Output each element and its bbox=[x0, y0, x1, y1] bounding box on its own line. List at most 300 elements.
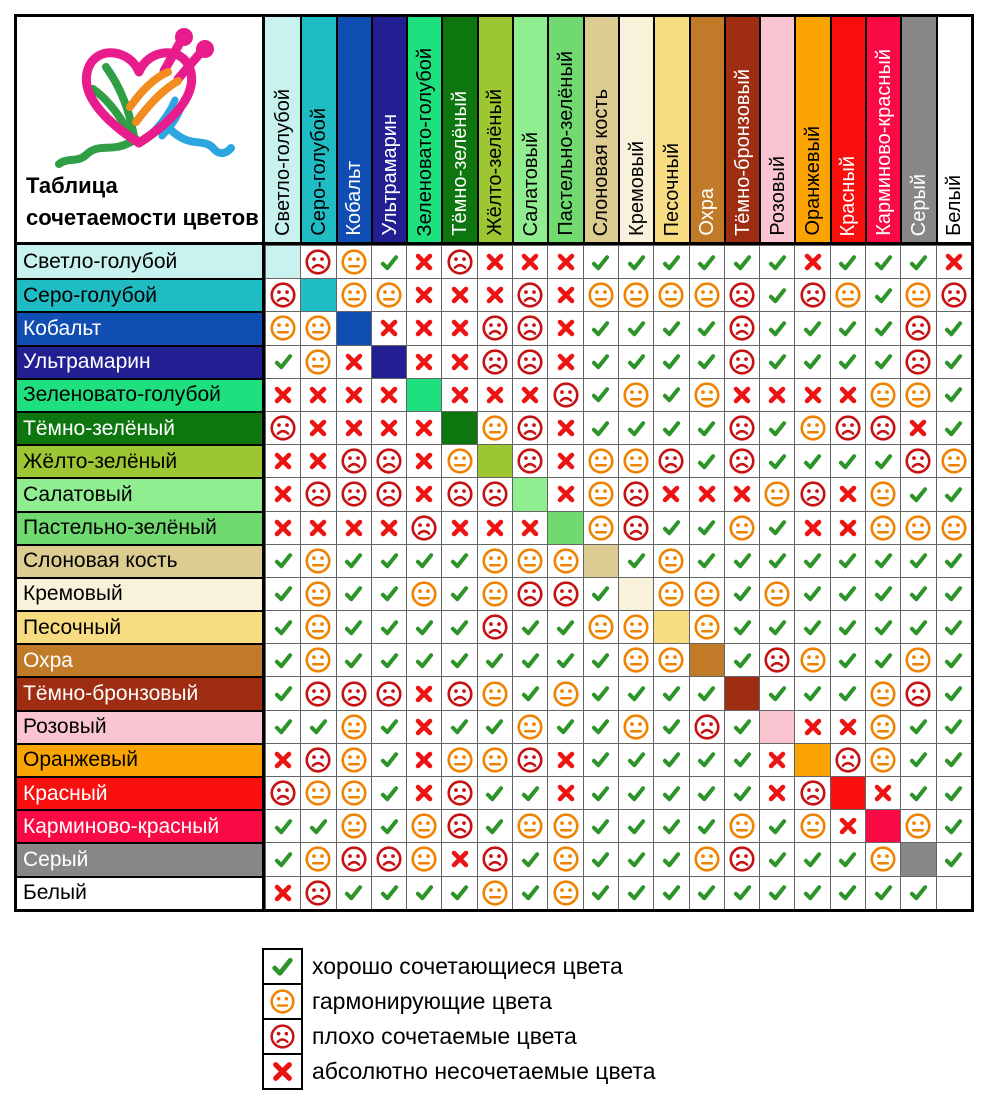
cell-r16-c15 bbox=[759, 743, 794, 776]
neutral-face-icon bbox=[658, 548, 684, 574]
cell-r9-c7 bbox=[477, 511, 512, 544]
frown-face-icon bbox=[517, 349, 543, 375]
cell-r3-c16 bbox=[794, 311, 829, 344]
cell-r3-c13 bbox=[689, 311, 724, 344]
check-icon bbox=[767, 418, 788, 439]
frown-face-icon bbox=[517, 415, 543, 441]
legend-symbol-no bbox=[262, 1053, 303, 1090]
check-icon bbox=[943, 384, 964, 405]
check-icon bbox=[767, 550, 788, 571]
cell-r19-c18 bbox=[865, 842, 900, 875]
cell-r7-c12 bbox=[653, 444, 688, 477]
cell-r1-c14 bbox=[724, 245, 759, 278]
table-title bbox=[26, 170, 259, 234]
cell-r2-c15 bbox=[759, 278, 794, 311]
col-header-label: Белый bbox=[943, 175, 966, 236]
cell-r4-c1 bbox=[265, 345, 300, 378]
cell-r6-c3 bbox=[336, 411, 371, 444]
col-header-label: Тёмно-бронзовый bbox=[731, 69, 754, 236]
cell-r6-c7 bbox=[477, 411, 512, 444]
frown-face-icon bbox=[623, 515, 649, 541]
check-icon bbox=[308, 716, 329, 737]
cell-r6-c14 bbox=[724, 411, 759, 444]
cell-r18-c16 bbox=[794, 809, 829, 842]
cell-r15-c16 bbox=[794, 710, 829, 743]
frown-face-icon bbox=[729, 282, 755, 308]
cell-r20-c19 bbox=[900, 876, 935, 909]
frown-face-icon bbox=[341, 846, 367, 872]
cell-r18-c1 bbox=[265, 809, 300, 842]
cell-r1-c12 bbox=[653, 245, 688, 278]
check-icon bbox=[343, 617, 364, 638]
cell-r19-c20 bbox=[936, 842, 971, 875]
cell-r9-c1 bbox=[265, 511, 300, 544]
cross-icon bbox=[307, 517, 329, 539]
row-header-12: Песочный bbox=[17, 610, 265, 643]
cell-r9-c2 bbox=[300, 511, 335, 544]
legend-symbol-good bbox=[262, 948, 303, 985]
frown-face-icon bbox=[800, 481, 826, 507]
cell-r2-c3 bbox=[336, 278, 371, 311]
row-header-3: Кобальт bbox=[17, 311, 265, 344]
cell-r7-c20 bbox=[936, 444, 971, 477]
neutral-face-icon bbox=[588, 448, 614, 474]
cell-r13-c9 bbox=[547, 643, 582, 676]
cell-r16-c8 bbox=[512, 743, 547, 776]
cell-r10-c7 bbox=[477, 544, 512, 577]
row-header-16: Оранжевый bbox=[17, 743, 265, 776]
cell-r16-c19 bbox=[900, 743, 935, 776]
cell-r10-c20 bbox=[936, 544, 971, 577]
cell-r4-c20 bbox=[936, 345, 971, 378]
neutral-face-icon bbox=[411, 846, 437, 872]
cell-r17-c20 bbox=[936, 776, 971, 809]
check-icon bbox=[873, 351, 894, 372]
cell-r18-c4 bbox=[371, 809, 406, 842]
check-icon bbox=[837, 351, 858, 372]
cell-r11-c2 bbox=[300, 577, 335, 610]
check-icon bbox=[273, 683, 294, 704]
col-header-label: Светло-голубой bbox=[271, 89, 294, 236]
neutral-face-icon bbox=[517, 714, 543, 740]
cell-r1-c4 bbox=[371, 245, 406, 278]
col-header-label: Кремовый bbox=[625, 141, 648, 236]
cross-icon bbox=[449, 317, 471, 339]
cell-r11-c5 bbox=[406, 577, 441, 610]
col-header-6 bbox=[441, 17, 476, 245]
check-icon bbox=[590, 816, 611, 837]
check-icon bbox=[837, 252, 858, 273]
cell-r17-c2 bbox=[300, 776, 335, 809]
cross-icon bbox=[413, 749, 435, 771]
cell-r13-c19 bbox=[900, 643, 935, 676]
cell-r3-c4 bbox=[371, 311, 406, 344]
cell-r14-c9 bbox=[547, 676, 582, 709]
cell-r1-c10 bbox=[583, 245, 618, 278]
cross-icon bbox=[307, 417, 329, 439]
cell-r10-c16 bbox=[794, 544, 829, 577]
cell-r6-c15 bbox=[759, 411, 794, 444]
check-icon bbox=[661, 252, 682, 273]
cell-r4-c9 bbox=[547, 345, 582, 378]
cell-r16-c16 bbox=[794, 743, 829, 776]
cell-r20-c2 bbox=[300, 876, 335, 909]
check-icon bbox=[696, 882, 717, 903]
cross-icon bbox=[413, 716, 435, 738]
check-icon bbox=[802, 550, 823, 571]
cell-r13-c3 bbox=[336, 643, 371, 676]
col-header-12 bbox=[653, 17, 688, 245]
cell-r1-c17 bbox=[830, 245, 865, 278]
check-icon bbox=[661, 849, 682, 870]
col-header-label: Серый bbox=[907, 173, 930, 236]
cell-r2-c17 bbox=[830, 278, 865, 311]
check-icon bbox=[626, 683, 647, 704]
cell-r12-c16 bbox=[794, 610, 829, 643]
cell-r8-c7 bbox=[477, 477, 512, 510]
cell-r13-c4 bbox=[371, 643, 406, 676]
cross-icon bbox=[378, 384, 400, 406]
neutral-face-icon bbox=[305, 315, 331, 341]
frown-face-icon bbox=[305, 880, 331, 906]
cell-r4-c8 bbox=[512, 345, 547, 378]
cell-r11-c11 bbox=[618, 577, 653, 610]
cell-r15-c11 bbox=[618, 710, 653, 743]
cell-r2-c4 bbox=[371, 278, 406, 311]
check-icon bbox=[767, 882, 788, 903]
check-icon bbox=[696, 418, 717, 439]
color-compatibility-table bbox=[14, 14, 974, 912]
check-icon bbox=[943, 849, 964, 870]
neutral-face-icon bbox=[588, 282, 614, 308]
cell-r17-c7 bbox=[477, 776, 512, 809]
row-header-11: Кремовый bbox=[17, 577, 265, 610]
cell-r17-c17 bbox=[830, 776, 865, 809]
legend-symbol-bad bbox=[262, 1018, 303, 1055]
check-icon bbox=[837, 318, 858, 339]
cell-r9-c13 bbox=[689, 511, 724, 544]
cell-r8-c19 bbox=[900, 477, 935, 510]
neutral-face-icon bbox=[658, 282, 684, 308]
cell-r10-c9 bbox=[547, 544, 582, 577]
check-icon bbox=[837, 583, 858, 604]
neutral-face-icon bbox=[341, 714, 367, 740]
cell-r6-c13 bbox=[689, 411, 724, 444]
cell-r11-c6 bbox=[441, 577, 476, 610]
cell-r6-c19 bbox=[900, 411, 935, 444]
col-header-label: Зеленовато-голубой bbox=[413, 47, 436, 236]
cross-icon bbox=[837, 517, 859, 539]
check-icon bbox=[590, 252, 611, 273]
cell-r5-c7 bbox=[477, 378, 512, 411]
cell-r5-c10 bbox=[583, 378, 618, 411]
neutral-face-icon bbox=[482, 747, 508, 773]
cell-r13-c20 bbox=[936, 643, 971, 676]
cell-r17-c4 bbox=[371, 776, 406, 809]
row-header-10: Слоновая кость bbox=[17, 544, 265, 577]
cross-icon bbox=[413, 483, 435, 505]
cross-icon bbox=[413, 317, 435, 339]
cell-r7-c1 bbox=[265, 444, 300, 477]
cell-r5-c17 bbox=[830, 378, 865, 411]
cell-r18-c7 bbox=[477, 809, 512, 842]
cell-r13-c11 bbox=[618, 643, 653, 676]
neutral-face-icon bbox=[941, 448, 967, 474]
check-icon bbox=[590, 351, 611, 372]
cell-r20-c4 bbox=[371, 876, 406, 909]
cell-r12-c8 bbox=[512, 610, 547, 643]
check-icon bbox=[273, 351, 294, 372]
neutral-face-icon bbox=[482, 681, 508, 707]
col-header-label: Карминово-красный bbox=[872, 49, 895, 236]
check-icon bbox=[802, 351, 823, 372]
cross-icon bbox=[343, 517, 365, 539]
cross-icon bbox=[449, 848, 471, 870]
cell-r16-c7 bbox=[477, 743, 512, 776]
frown-face-icon bbox=[305, 481, 331, 507]
cell-r18-c19 bbox=[900, 809, 935, 842]
cell-r19-c19 bbox=[900, 842, 935, 875]
cell-r5-c5 bbox=[406, 378, 441, 411]
cell-r14-c13 bbox=[689, 676, 724, 709]
frown-face-icon bbox=[447, 481, 473, 507]
col-header-5 bbox=[406, 17, 441, 245]
cell-r1-c11 bbox=[618, 245, 653, 278]
cell-r14-c20 bbox=[936, 676, 971, 709]
neutral-face-icon bbox=[905, 282, 931, 308]
neutral-face-icon bbox=[517, 548, 543, 574]
neutral-face-icon bbox=[376, 282, 402, 308]
neutral-face-icon bbox=[447, 448, 473, 474]
frown-face-icon bbox=[905, 315, 931, 341]
cell-r10-c19 bbox=[900, 544, 935, 577]
neutral-face-icon bbox=[588, 515, 614, 541]
frown-face-icon bbox=[729, 415, 755, 441]
frown-face-icon bbox=[341, 448, 367, 474]
check-icon bbox=[837, 849, 858, 870]
cell-r15-c10 bbox=[583, 710, 618, 743]
cell-r6-c9 bbox=[547, 411, 582, 444]
cell-r6-c17 bbox=[830, 411, 865, 444]
check-icon bbox=[943, 716, 964, 737]
cell-r16-c6 bbox=[441, 743, 476, 776]
cross-icon bbox=[555, 749, 577, 771]
check-icon bbox=[379, 816, 400, 837]
cell-r2-c8 bbox=[512, 278, 547, 311]
col-header-label: Жёлто-зелёный bbox=[484, 89, 507, 236]
check-icon bbox=[379, 617, 400, 638]
check-icon bbox=[943, 650, 964, 671]
cell-r7-c16 bbox=[794, 444, 829, 477]
cell-r2-c12 bbox=[653, 278, 688, 311]
cross-icon bbox=[413, 351, 435, 373]
cell-r17-c16 bbox=[794, 776, 829, 809]
cross-icon bbox=[343, 384, 365, 406]
col-header-16 bbox=[794, 17, 829, 245]
cell-r17-c10 bbox=[583, 776, 618, 809]
col-header-label: Салатовый bbox=[519, 131, 542, 236]
cross-icon bbox=[272, 483, 294, 505]
frown-face-icon bbox=[482, 315, 508, 341]
col-header-label: Пастельно-зелёный bbox=[555, 51, 578, 236]
frown-face-icon bbox=[800, 780, 826, 806]
cell-r13-c14 bbox=[724, 643, 759, 676]
row-header-18: Карминово-красный bbox=[17, 809, 265, 842]
col-header-11 bbox=[618, 17, 653, 245]
cell-r5-c6 bbox=[441, 378, 476, 411]
cell-r2-c14 bbox=[724, 278, 759, 311]
cell-r4-c7 bbox=[477, 345, 512, 378]
legend-label-good: хорошо сочетающиеся цвета bbox=[312, 953, 623, 979]
cross-icon bbox=[413, 450, 435, 472]
cell-r5-c16 bbox=[794, 378, 829, 411]
cell-r18-c13 bbox=[689, 809, 724, 842]
check-icon bbox=[802, 882, 823, 903]
check-icon bbox=[379, 783, 400, 804]
neutral-face-icon bbox=[623, 647, 649, 673]
neutral-face-icon bbox=[870, 846, 896, 872]
cell-r10-c12 bbox=[653, 544, 688, 577]
frown-face-icon bbox=[482, 846, 508, 872]
cell-r1-c2 bbox=[300, 245, 335, 278]
check-icon bbox=[626, 882, 647, 903]
cell-r3-c1 bbox=[265, 311, 300, 344]
cell-r5-c8 bbox=[512, 378, 547, 411]
neutral-face-icon bbox=[800, 415, 826, 441]
cell-r9-c19 bbox=[900, 511, 935, 544]
check-icon bbox=[273, 650, 294, 671]
check-icon bbox=[590, 650, 611, 671]
col-header-label: Кобальт bbox=[343, 161, 366, 236]
cell-r19-c7 bbox=[477, 842, 512, 875]
check-icon bbox=[943, 783, 964, 804]
check-icon bbox=[484, 716, 505, 737]
cell-r11-c19 bbox=[900, 577, 935, 610]
cross-icon bbox=[272, 450, 294, 472]
cross-icon bbox=[378, 517, 400, 539]
neutral-face-icon bbox=[658, 647, 684, 673]
cell-r4-c18 bbox=[865, 345, 900, 378]
cross-icon bbox=[272, 882, 294, 904]
cell-r7-c2 bbox=[300, 444, 335, 477]
cell-r1-c19 bbox=[900, 245, 935, 278]
cross-icon bbox=[802, 384, 824, 406]
cell-r20-c14 bbox=[724, 876, 759, 909]
neutral-face-icon bbox=[870, 515, 896, 541]
cell-r12-c3 bbox=[336, 610, 371, 643]
cell-r7-c10 bbox=[583, 444, 618, 477]
neutral-face-icon bbox=[623, 448, 649, 474]
frown-face-icon bbox=[517, 747, 543, 773]
neutral-face-icon bbox=[729, 515, 755, 541]
row-header-9: Пастельно-зелёный bbox=[17, 511, 265, 544]
cell-r2-c10 bbox=[583, 278, 618, 311]
neutral-face-icon bbox=[729, 813, 755, 839]
cell-r20-c12 bbox=[653, 876, 688, 909]
row-header-5: Зеленовато-голубой bbox=[17, 378, 265, 411]
check-icon bbox=[837, 617, 858, 638]
cross-icon bbox=[413, 417, 435, 439]
legend-symbol-harm bbox=[262, 983, 303, 1020]
cell-r20-c7 bbox=[477, 876, 512, 909]
cell-r20-c11 bbox=[618, 876, 653, 909]
cell-r9-c17 bbox=[830, 511, 865, 544]
cell-r16-c17 bbox=[830, 743, 865, 776]
cell-r10-c11 bbox=[618, 544, 653, 577]
check-icon bbox=[732, 716, 753, 737]
cell-r1-c5 bbox=[406, 245, 441, 278]
cell-r4-c2 bbox=[300, 345, 335, 378]
check-icon bbox=[908, 783, 929, 804]
col-header-9 bbox=[547, 17, 582, 245]
check-icon bbox=[696, 816, 717, 837]
neutral-face-icon bbox=[341, 813, 367, 839]
cell-r2-c19 bbox=[900, 278, 935, 311]
check-icon bbox=[273, 583, 294, 604]
cross-icon bbox=[272, 384, 294, 406]
check-icon bbox=[590, 384, 611, 405]
cross-icon bbox=[413, 782, 435, 804]
cell-r9-c5 bbox=[406, 511, 441, 544]
cell-r19-c16 bbox=[794, 842, 829, 875]
neutral-face-icon bbox=[482, 581, 508, 607]
cell-r17-c11 bbox=[618, 776, 653, 809]
cell-r20-c17 bbox=[830, 876, 865, 909]
check-icon bbox=[661, 318, 682, 339]
col-header-15 bbox=[759, 17, 794, 245]
cross-icon bbox=[555, 284, 577, 306]
check-icon bbox=[943, 550, 964, 571]
frown-face-icon bbox=[447, 780, 473, 806]
check-icon bbox=[273, 816, 294, 837]
cell-r3-c11 bbox=[618, 311, 653, 344]
check-icon bbox=[802, 617, 823, 638]
check-icon bbox=[449, 583, 470, 604]
check-icon bbox=[273, 849, 294, 870]
cell-r1-c13 bbox=[689, 245, 724, 278]
frown-face-icon bbox=[835, 415, 861, 441]
cell-r20-c6 bbox=[441, 876, 476, 909]
cell-r13-c7 bbox=[477, 643, 512, 676]
cell-r12-c19 bbox=[900, 610, 935, 643]
cell-r6-c16 bbox=[794, 411, 829, 444]
cell-r13-c12 bbox=[653, 643, 688, 676]
cell-r17-c6 bbox=[441, 776, 476, 809]
cross-icon bbox=[484, 517, 506, 539]
cross-icon bbox=[555, 317, 577, 339]
check-icon bbox=[837, 882, 858, 903]
cell-r4-c4 bbox=[371, 345, 406, 378]
cell-r2-c5 bbox=[406, 278, 441, 311]
neutral-face-icon bbox=[800, 647, 826, 673]
cross-icon bbox=[378, 317, 400, 339]
neutral-face-icon bbox=[482, 880, 508, 906]
cell-r15-c20 bbox=[936, 710, 971, 743]
cell-r3-c14 bbox=[724, 311, 759, 344]
cell-r7-c11 bbox=[618, 444, 653, 477]
neutral-face-icon bbox=[905, 382, 931, 408]
neutral-face-icon bbox=[870, 714, 896, 740]
cell-r13-c16 bbox=[794, 643, 829, 676]
cross-icon bbox=[766, 782, 788, 804]
row-header-4: Ультрамарин bbox=[17, 345, 265, 378]
cell-r11-c13 bbox=[689, 577, 724, 610]
check-icon bbox=[661, 716, 682, 737]
cell-r8-c17 bbox=[830, 477, 865, 510]
cross-icon bbox=[837, 716, 859, 738]
check-icon bbox=[802, 318, 823, 339]
cross-icon bbox=[343, 351, 365, 373]
